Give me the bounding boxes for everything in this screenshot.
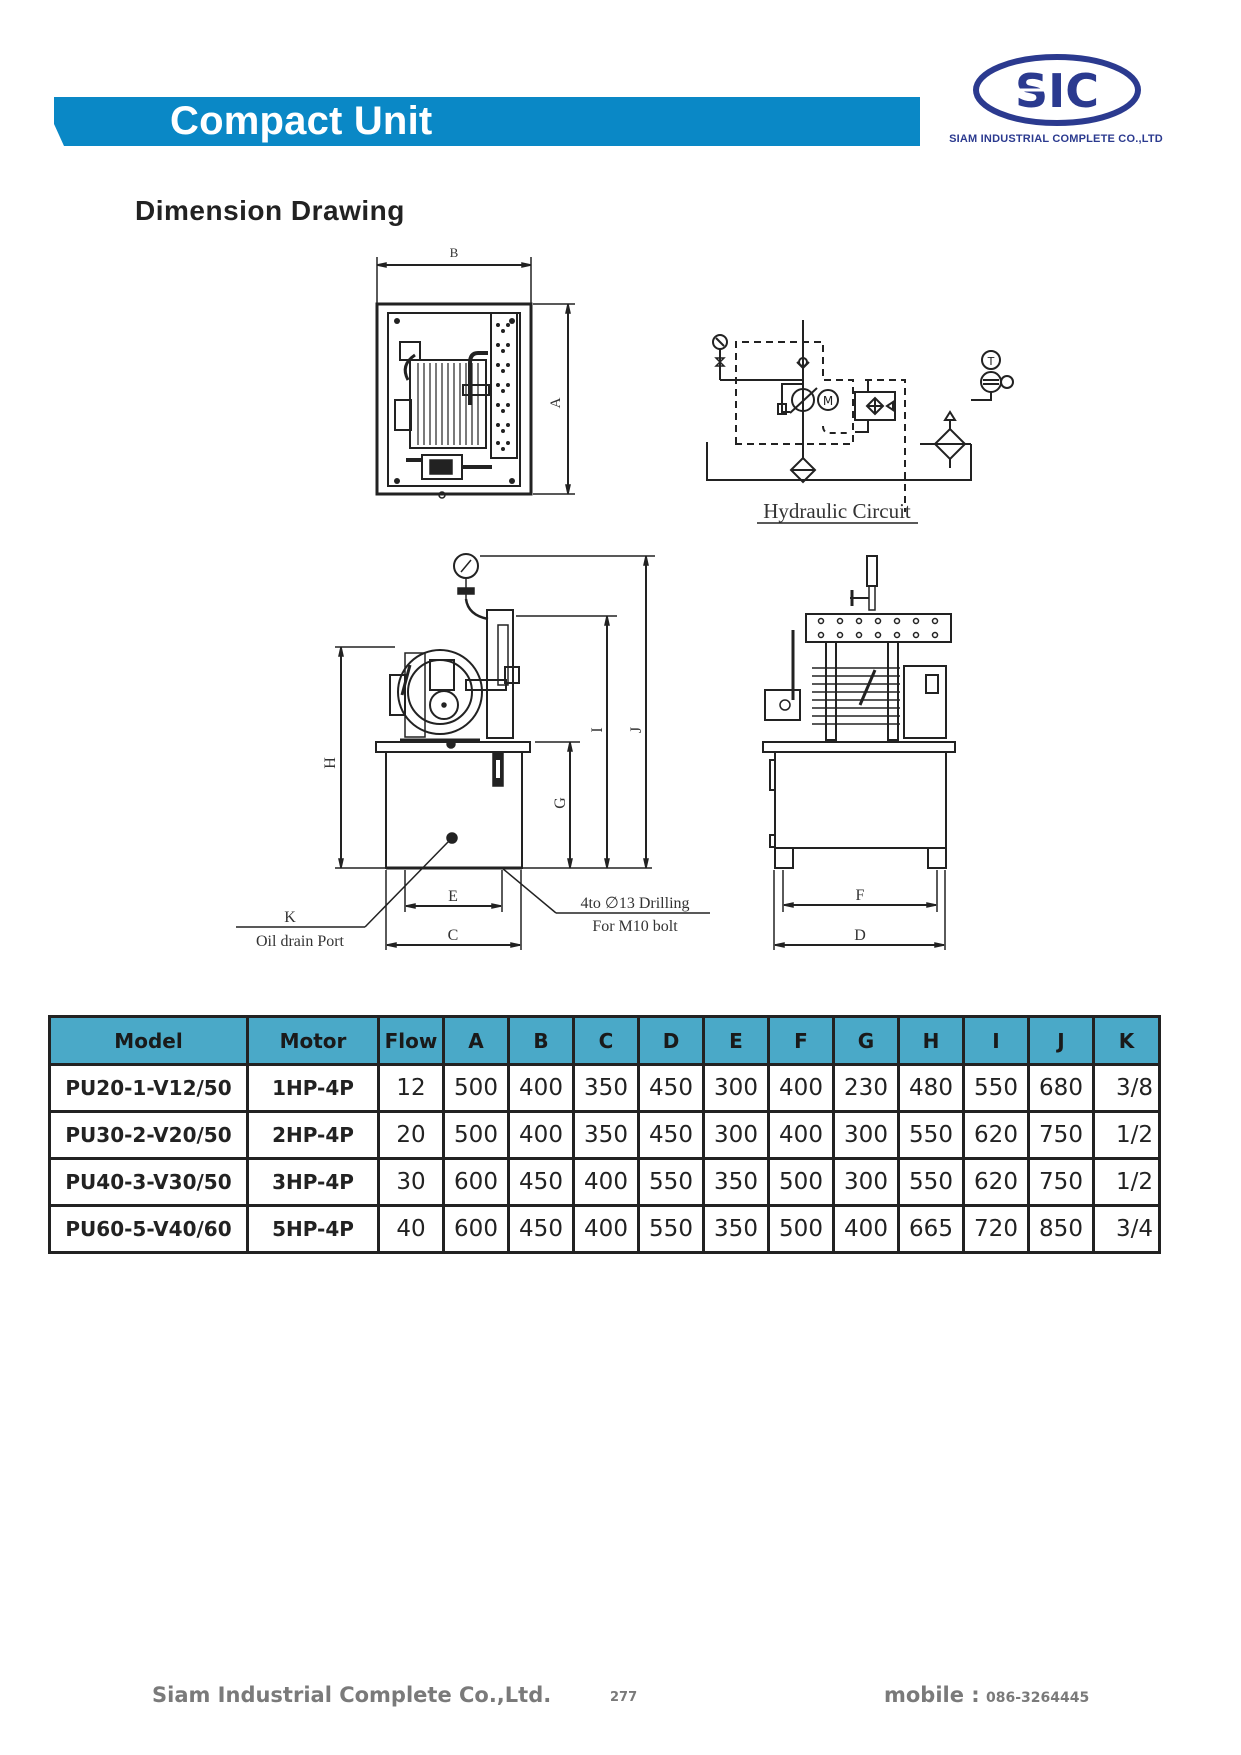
col-header-g: G bbox=[834, 1017, 899, 1065]
col-header-h: H bbox=[899, 1017, 964, 1065]
col-header-f: F bbox=[769, 1017, 834, 1065]
cell-d: 450 bbox=[639, 1065, 704, 1112]
col-header-e: E bbox=[704, 1017, 769, 1065]
cell-c: 400 bbox=[574, 1159, 639, 1206]
col-header-j: J bbox=[1029, 1017, 1094, 1065]
cell-d: 550 bbox=[639, 1159, 704, 1206]
cell-g: 300 bbox=[834, 1159, 899, 1206]
cell-j: 850 bbox=[1029, 1206, 1094, 1253]
cell-f: 400 bbox=[769, 1112, 834, 1159]
cell-flow: 30 bbox=[379, 1159, 444, 1206]
col-header-d: D bbox=[639, 1017, 704, 1065]
cell-d: 450 bbox=[639, 1112, 704, 1159]
cell-g: 300 bbox=[834, 1112, 899, 1159]
cell-motor: 3HP-4P bbox=[248, 1159, 379, 1206]
dim-c-label: C bbox=[447, 927, 459, 944]
cell-model: PU20-1-V12/50 bbox=[50, 1065, 248, 1112]
cell-j: 680 bbox=[1029, 1065, 1094, 1112]
footer-company: Siam Industrial Complete Co.,Ltd. bbox=[152, 1683, 552, 1707]
col-header-i: I bbox=[964, 1017, 1029, 1065]
table-row bbox=[50, 1112, 1160, 1159]
cell-f: 500 bbox=[769, 1206, 834, 1253]
side-view-drawing bbox=[760, 550, 970, 960]
cell-i: 620 bbox=[964, 1159, 1029, 1206]
cell-k: 1/2 bbox=[1094, 1159, 1160, 1206]
cell-a: 600 bbox=[444, 1159, 509, 1206]
col-header-c: C bbox=[574, 1017, 639, 1065]
top-view-drawing bbox=[370, 245, 590, 510]
cell-motor: 5HP-4P bbox=[248, 1206, 379, 1253]
cell-k: 3/4 bbox=[1094, 1206, 1160, 1253]
front-view-drawing bbox=[230, 545, 710, 970]
dim-e-label: E bbox=[448, 888, 458, 905]
col-header-model: Model bbox=[50, 1017, 248, 1065]
cell-h: 480 bbox=[899, 1065, 964, 1112]
table-row bbox=[50, 1065, 1160, 1112]
cell-i: 550 bbox=[964, 1065, 1029, 1112]
dim-g-label: G bbox=[552, 797, 569, 809]
temp-symbol: T bbox=[987, 355, 995, 368]
specification-table bbox=[48, 1015, 1161, 1254]
cell-flow: 12 bbox=[379, 1065, 444, 1112]
cell-e: 300 bbox=[704, 1065, 769, 1112]
cell-e: 300 bbox=[704, 1112, 769, 1159]
cell-d: 550 bbox=[639, 1206, 704, 1253]
col-header-a: A bbox=[444, 1017, 509, 1065]
cell-model: PU60-5-V40/60 bbox=[50, 1206, 248, 1253]
cell-b: 400 bbox=[509, 1065, 574, 1112]
cell-c: 400 bbox=[574, 1206, 639, 1253]
cell-flow: 40 bbox=[379, 1206, 444, 1253]
cell-b: 450 bbox=[509, 1159, 574, 1206]
dim-a-label: A bbox=[548, 397, 564, 409]
cell-motor: 1HP-4P bbox=[248, 1065, 379, 1112]
footer-mobile-number: 086-3264445 bbox=[986, 1690, 1090, 1706]
cell-g: 230 bbox=[834, 1065, 899, 1112]
section-title: Dimension Drawing bbox=[135, 195, 405, 226]
cell-h: 665 bbox=[899, 1206, 964, 1253]
cell-f: 500 bbox=[769, 1159, 834, 1206]
cell-model: PU40-3-V30/50 bbox=[50, 1159, 248, 1206]
cell-flow: 20 bbox=[379, 1112, 444, 1159]
cell-motor: 2HP-4P bbox=[248, 1112, 379, 1159]
cell-k: 3/8 bbox=[1094, 1065, 1160, 1112]
cell-j: 750 bbox=[1029, 1159, 1094, 1206]
footer-page-number: 277 bbox=[610, 1690, 638, 1705]
company-logo bbox=[970, 50, 1145, 130]
cell-h: 550 bbox=[899, 1159, 964, 1206]
col-header-k: K bbox=[1094, 1017, 1160, 1065]
cell-b: 400 bbox=[509, 1112, 574, 1159]
cell-model: PU30-2-V20/50 bbox=[50, 1112, 248, 1159]
table-row bbox=[50, 1206, 1160, 1253]
col-header-b: B bbox=[509, 1017, 574, 1065]
cell-c: 350 bbox=[574, 1065, 639, 1112]
cell-f: 400 bbox=[769, 1065, 834, 1112]
table-row bbox=[50, 1159, 1160, 1206]
cell-g: 400 bbox=[834, 1206, 899, 1253]
cell-b: 450 bbox=[509, 1206, 574, 1253]
page-title: Compact Unit bbox=[170, 99, 433, 143]
cell-h: 550 bbox=[899, 1112, 964, 1159]
footer-mobile-label: mobile : bbox=[884, 1683, 980, 1707]
hydraulic-circuit-caption: Hydraulic Circuit bbox=[763, 499, 911, 523]
motor-symbol: M bbox=[822, 394, 834, 408]
cell-k: 1/2 bbox=[1094, 1112, 1160, 1159]
hydraulic-circuit-diagram bbox=[695, 300, 1025, 530]
cell-a: 500 bbox=[444, 1065, 509, 1112]
bolt-label: For M10 bolt bbox=[592, 918, 678, 935]
dim-d-label: D bbox=[854, 927, 866, 944]
drilling-label: 4to ∅13 Drilling bbox=[580, 895, 690, 912]
cell-j: 750 bbox=[1029, 1112, 1094, 1159]
oil-drain-port-label: Oil drain Port bbox=[256, 933, 344, 950]
cell-i: 720 bbox=[964, 1206, 1029, 1253]
col-header-motor: Motor bbox=[248, 1017, 379, 1065]
cell-c: 350 bbox=[574, 1112, 639, 1159]
dim-f-label: F bbox=[855, 887, 865, 904]
table-header-row bbox=[50, 1017, 1160, 1065]
dim-b-label: B bbox=[449, 245, 459, 260]
cell-e: 350 bbox=[704, 1159, 769, 1206]
logo-tagline: SIAM INDUSTRIAL COMPLETE CO.,LTD bbox=[949, 133, 1163, 145]
cell-e: 350 bbox=[704, 1206, 769, 1253]
dim-i-label: I bbox=[589, 727, 606, 733]
k-label: K bbox=[284, 909, 296, 926]
cell-i: 620 bbox=[964, 1112, 1029, 1159]
dim-j-label: J bbox=[628, 726, 645, 734]
cell-a: 500 bbox=[444, 1112, 509, 1159]
logo-mark: SIC bbox=[1014, 64, 1100, 118]
dim-h-label: H bbox=[322, 757, 339, 769]
cell-a: 600 bbox=[444, 1206, 509, 1253]
col-header-flow: Flow bbox=[379, 1017, 444, 1065]
